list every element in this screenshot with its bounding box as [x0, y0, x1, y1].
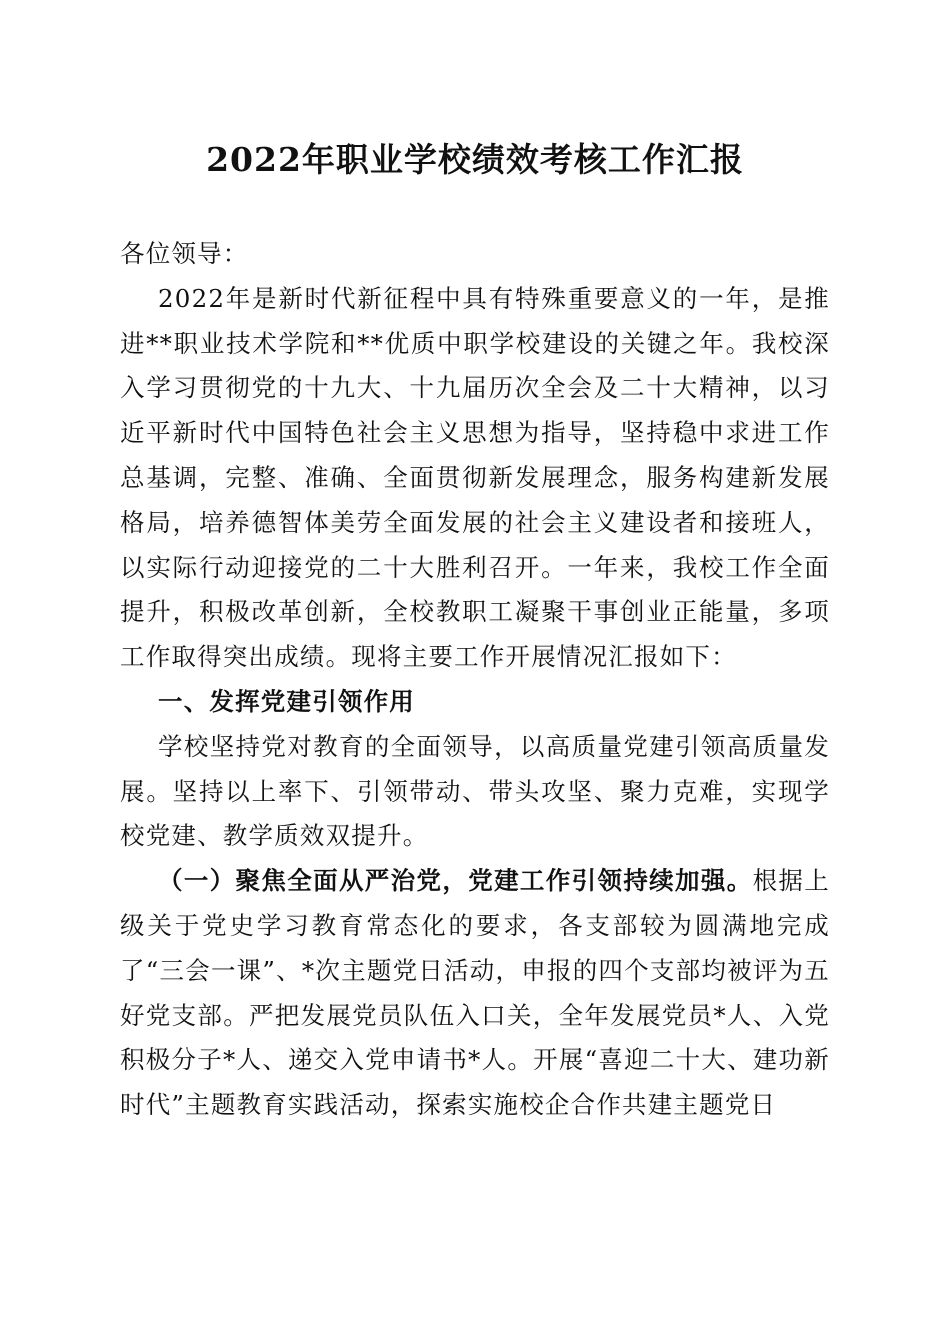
salutation: 各位领导： [120, 239, 249, 268]
document-title: 2022年职业学校绩效考核工作汇报 [206, 140, 744, 179]
subsection-1-paragraph [120, 859, 830, 1128]
subsection-heading-1: （一）聚焦全面从严治党，党建工作引领持续加强。 [158, 866, 753, 896]
section-1-paragraph: 学校坚持党对教育的全面领导，以高质量党建引领高质量发展。坚持以上率下、引领带动、带头攻坚、聚力克难，实现学校党建、教学质效双提升。 [120, 731, 830, 851]
section-heading-1: 一、发挥党建引领作用 [158, 686, 415, 716]
subsection-1-text: 根据上级关于党史学习教育常态化的要求，各支部较为圆满地完成了“三会一课”、*次主题党日活动，申报的四个支部均被评为五好党支部。严把发展党员队伍入口关，全年发展党员*人、入党积极分子*人、递交入党申请书*人。开展“喜迎二十大、建功新时代”主题教育实践活动，探索实施校企合作共建主题党日 [120, 866, 830, 1120]
intro-paragraph: 2022年是新时代新征程中具有特殊重要意义的一年，是推进**职业技术学院和**优质中职学校建设的关键之年。我校深入学习贯彻党的十九大、十九届历次全会及二十大精神，以习近平新时代中国特色社会主义思想为指导，坚持稳中求进工作总基调，完整、准确、全面贯彻新发展理念，服务构建新发展格局，培养德智体美劳全面发展的社会主义建设者和接班人，以实际行动迎接党的二十大胜利召开。一年来，我校工作全面提升，积极改革创新，全校教职工凝聚干事创业正能量，多项工作取得突出成绩。现将主要工作开展情况汇报如下： [120, 283, 830, 672]
document-body [120, 232, 830, 1128]
